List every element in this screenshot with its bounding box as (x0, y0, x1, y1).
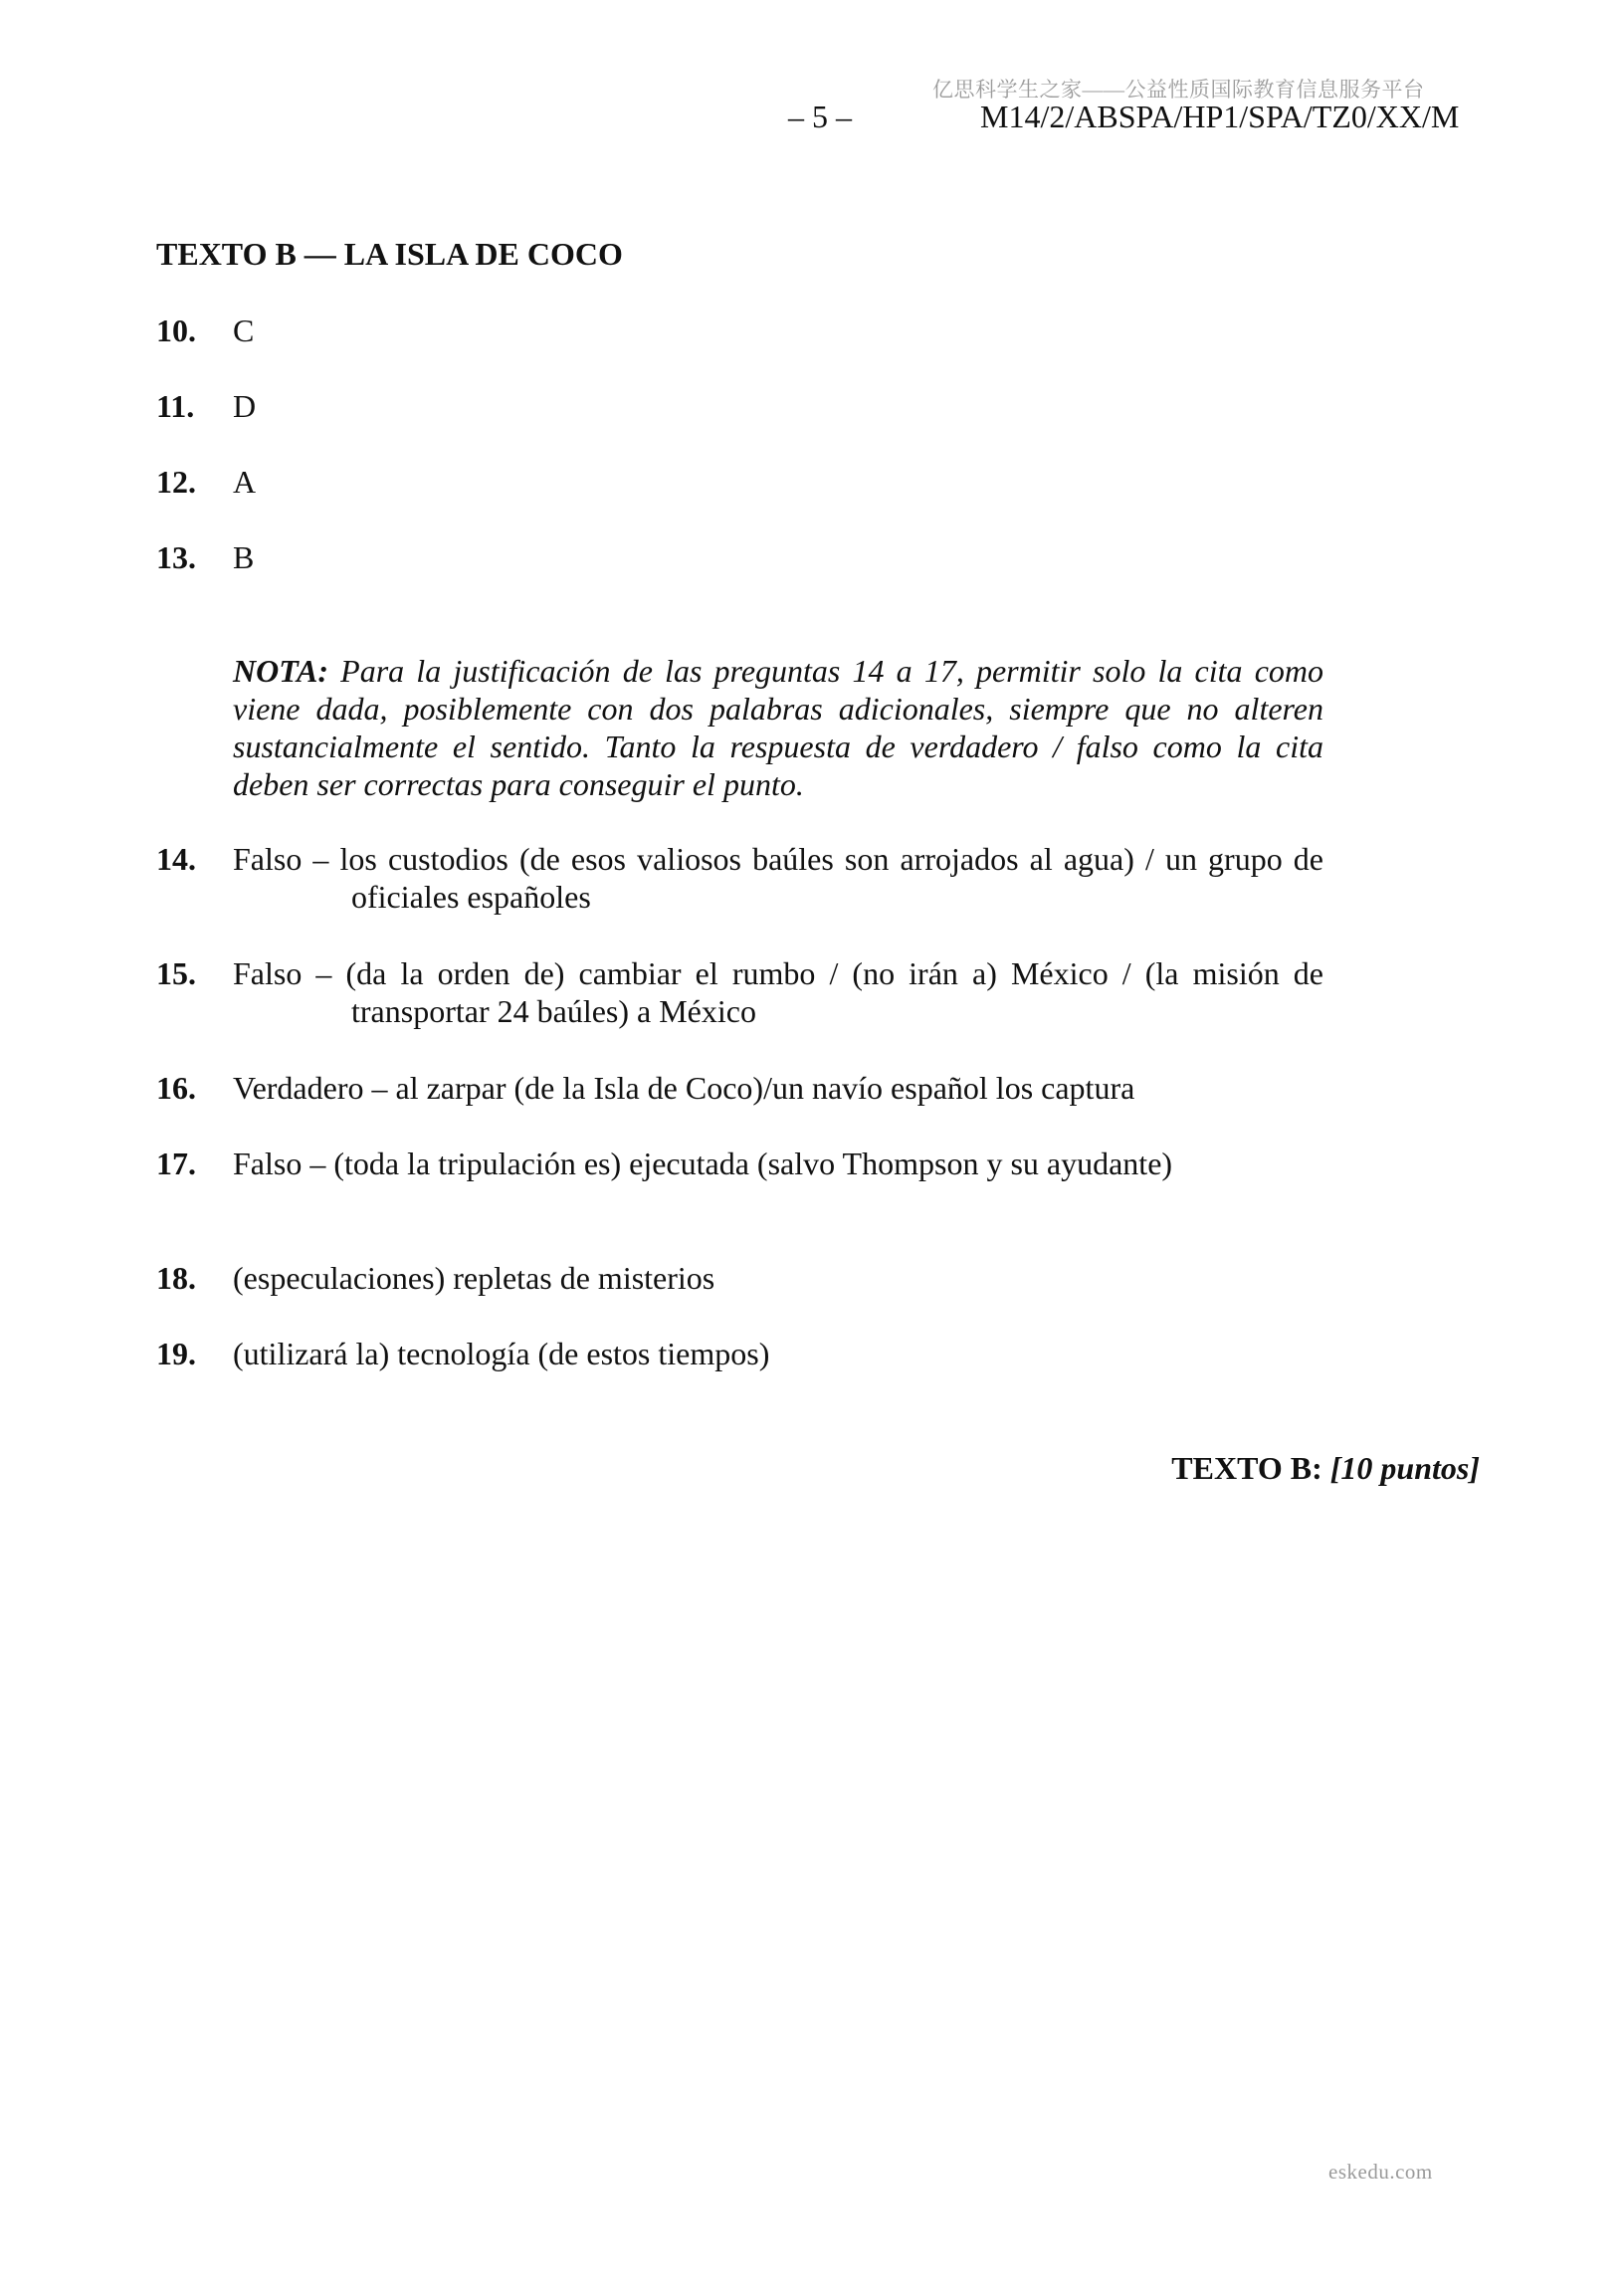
note-line: sustancialmente el sentido. Tanto la respuesta de verdadero / falso como la cita (233, 729, 1323, 764)
question-number: 18. (156, 1260, 196, 1296)
answer-text: B (233, 539, 255, 575)
question-number: 13. (156, 539, 196, 575)
question-number: 12. (156, 464, 196, 500)
note-label: NOTA: (233, 653, 328, 689)
watermark-footer: eskedu.com (1328, 2160, 1433, 2184)
note-line: NOTA: Para la justificación de las preguntas 14 a 17, permitir solo la cita como (233, 653, 1324, 689)
question-number: 11. (156, 388, 195, 424)
answer-text: (especulaciones) repletas de misterios (233, 1260, 715, 1296)
answer-text: Falso – (toda la tripulación es) ejecutada (salvo Thompson y su ayudante) (233, 1146, 1173, 1181)
question-number: 15. (156, 955, 196, 991)
document-code: M14/2/ABSPA/HP1/SPA/TZ0/XX/M (980, 99, 1460, 134)
note-line: deben ser correctas para conseguir el punto. (233, 766, 804, 802)
total-label: TEXTO B: (1171, 1450, 1322, 1486)
answer-text: D (233, 388, 257, 424)
question-number: 17. (156, 1146, 196, 1181)
section-total (1171, 1450, 1480, 1487)
section-title: TEXTO B — LA ISLA DE COCO (156, 236, 623, 272)
answer-continuation: transportar 24 baúles) a México (351, 993, 756, 1029)
answer-text: (utilizará la) tecnología (de estos tiempos) (233, 1336, 770, 1371)
answer-text: Verdadero – al zarpar (de la Isla de Coco)/un navío español los captura (233, 1070, 1135, 1106)
answer-text: Falso – los custodios (de esos valiosos baúles son arrojados al agua) / un grupo de (233, 841, 1323, 877)
answer-text: C (233, 313, 255, 348)
page-number: – 5 – (788, 99, 852, 134)
marking-note (233, 652, 1323, 803)
answer-continuation: oficiales españoles (351, 879, 591, 915)
watermark-header: 亿思科学生之家——公益性质国际教育信息服务平台 (932, 78, 1425, 102)
question-number: 19. (156, 1336, 196, 1371)
total-points: [10 puntos] (1329, 1450, 1480, 1486)
question-number: 10. (156, 313, 196, 348)
answer-text: Falso – (da la orden de) cambiar el rumbo / (no irán a) México / (la misión de (233, 955, 1323, 991)
question-number: 16. (156, 1070, 196, 1106)
answer-text: A (233, 464, 257, 500)
note-line: viene dada, posiblemente con dos palabras adicionales, siempre que no alteren (233, 691, 1323, 727)
question-number: 14. (156, 841, 196, 877)
